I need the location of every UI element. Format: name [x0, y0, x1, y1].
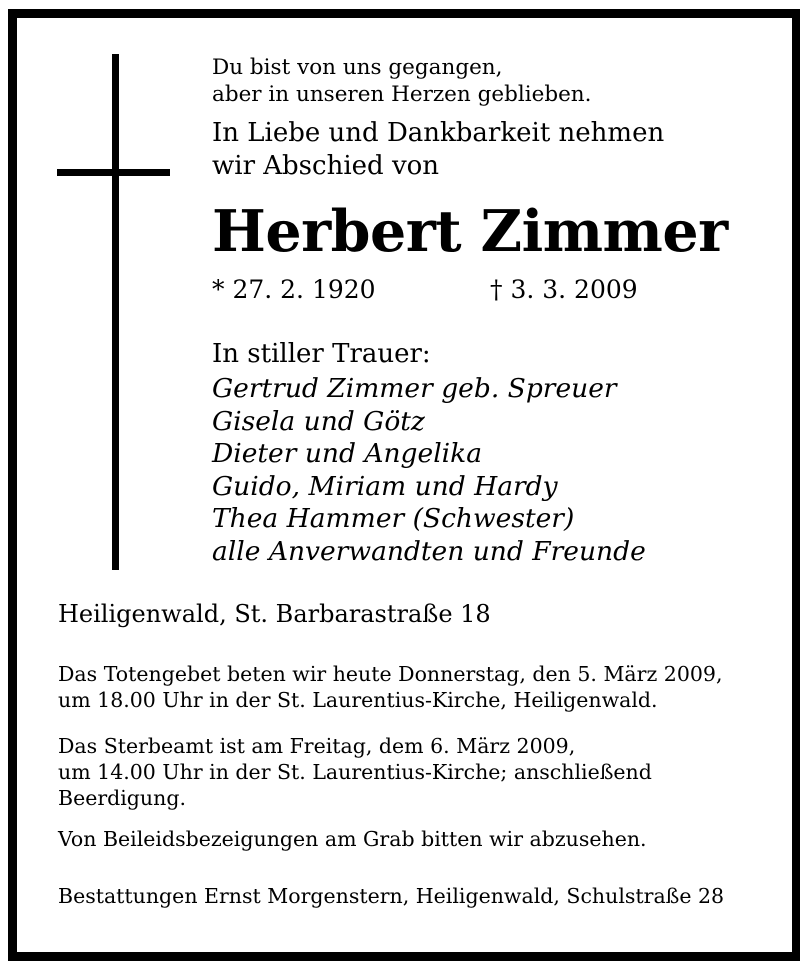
condolence-note — [58, 826, 647, 852]
cross-horizontal-bar — [57, 169, 170, 176]
requiem-line-3: Beerdigung. — [58, 786, 186, 810]
prayer-line-1: Das Totengebet beten wir heute Donnerstag, den 5. März 2009, — [58, 662, 723, 686]
intro-line-2: wir Abschied von — [212, 151, 440, 181]
undertaker-text: Bestattungen Ernst Morgenstern, Heiligenwald, Schulstraße 28 — [58, 884, 725, 908]
intro — [212, 117, 664, 183]
mourners-list — [212, 373, 646, 568]
prayer-paragraph — [58, 661, 722, 713]
birth-date: * 27. 2. 1920 — [212, 275, 376, 304]
list-item: Gertrud Zimmer geb. Spreuer — [212, 373, 617, 404]
requiem-paragraph — [58, 733, 652, 811]
requiem-line-1: Das Sterbeamt ist am Freitag, dem 6. März 2009, — [58, 734, 576, 758]
motto-line-1: Du bist von uns gegangen, — [212, 55, 503, 80]
prayer-line-2: um 18.00 Uhr in der St. Laurentius-Kirche, Heiligenwald. — [58, 688, 658, 712]
motto-line-2: aber in unseren Herzen geblieben. — [212, 82, 592, 107]
mourning-heading: In stiller Trauer: — [212, 339, 431, 369]
list-item: Gisela und Götz — [212, 405, 425, 437]
list-item: Thea Hammer (Schwester) — [212, 503, 575, 534]
requiem-line-2: um 14.00 Uhr in der St. Laurentius-Kirche; anschließend — [58, 760, 652, 784]
list-item: alle Anverwandten und Freunde — [212, 535, 646, 567]
list-item: Dieter und Angelika — [212, 438, 483, 469]
condolence-line: Von Beileidsbezeigungen am Grab bitten wir abzusehen. — [58, 827, 647, 851]
undertaker-line — [58, 883, 724, 909]
family-address: Heiligenwald, St. Barbarastraße 18 — [58, 600, 491, 628]
motto — [212, 54, 591, 108]
death-date: † 3. 3. 2009 — [490, 275, 638, 304]
list-item: Guido, Miriam und Hardy — [212, 470, 558, 502]
deceased-name: Herbert Zimmer — [212, 198, 728, 265]
intro-line-1: In Liebe und Dankbarkeit nehmen — [212, 118, 665, 148]
cross-vertical-bar — [112, 54, 119, 570]
